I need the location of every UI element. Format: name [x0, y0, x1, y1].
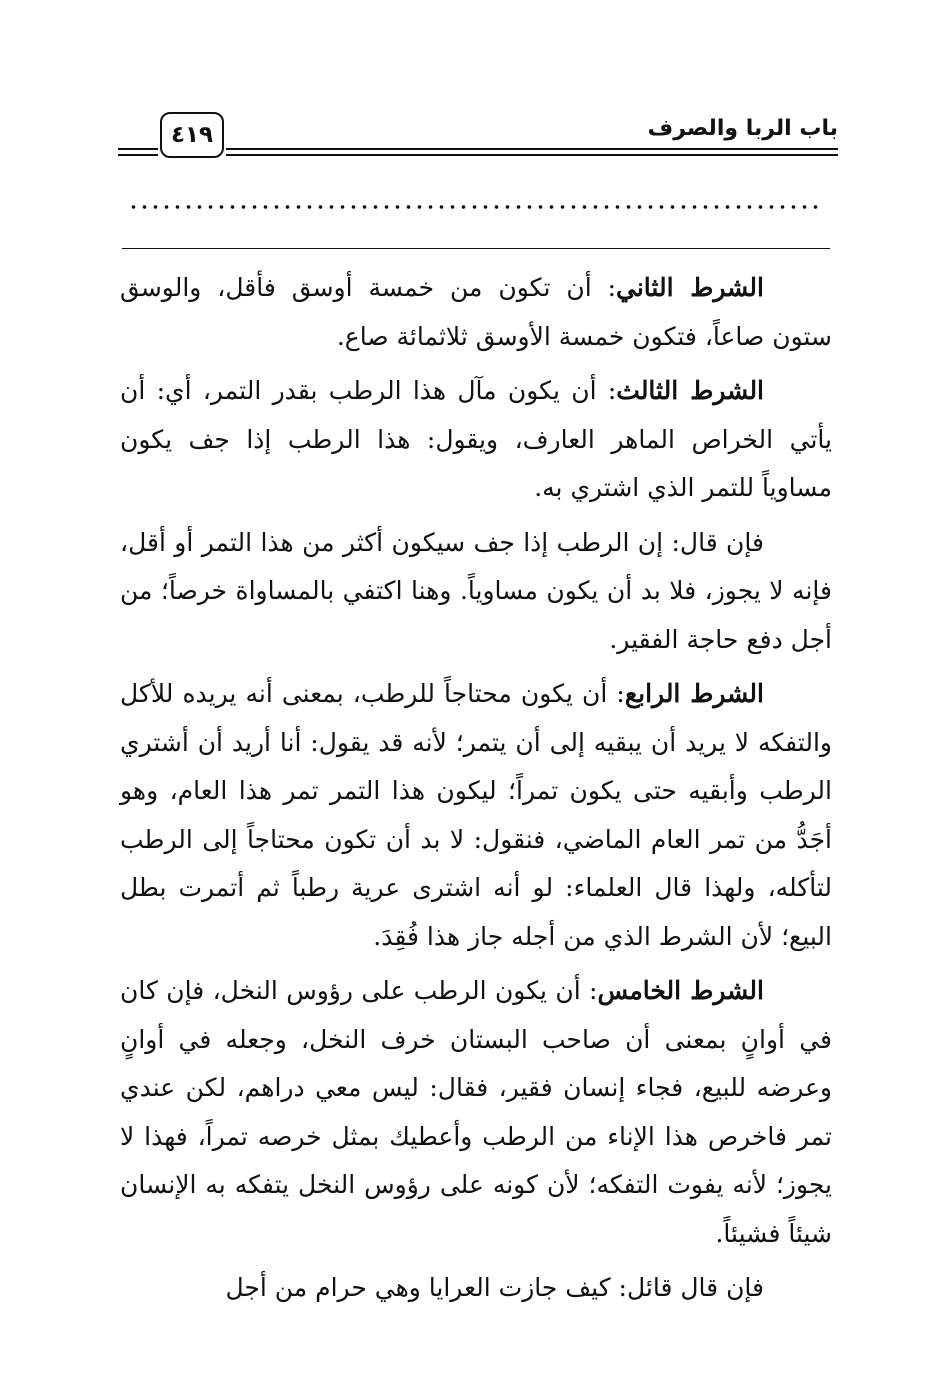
paragraph-condition-2 [120, 264, 832, 361]
page-header [118, 112, 838, 172]
paragraph-text: فإن قال قائل: كيف جازت العرايا وهي حرام من أجل [225, 1273, 764, 1302]
paragraph-objection [120, 519, 832, 665]
paragraph-term: الشرط الثالث [616, 376, 765, 405]
paragraph-condition-4 [120, 670, 832, 961]
paragraph-text: : أن يكون مآل هذا الرطب بقدر التمر، أي: أن يأتي الخراص الماهر العارف، ويقول: هذا الرطب إذا جف يكون مساوياً للتمر الذي اشتري به. [120, 376, 832, 502]
paragraph-term: الشرط الثاني [616, 273, 764, 302]
dotted-divider [128, 202, 818, 218]
paragraph-text: فإن قال: إن الرطب إذا جف سيكون أكثر من هذا التمر أو أقل، فإنه لا يجوز، فلا بد أن يكون مساوياً. وهنا اكتفي بالمساواة خرصاً؛ من أجل دفع حاجة الفقير. [120, 527, 832, 654]
chapter-title: باب الربا والصرف [647, 116, 838, 141]
paragraph-question [120, 1264, 832, 1313]
page-body [120, 264, 832, 1319]
header-rule-right-2 [226, 154, 838, 156]
paragraph-condition-3 [120, 367, 832, 513]
header-rule-left [118, 148, 158, 150]
header-rule-right [226, 148, 838, 150]
paragraph-term: الشرط الرابع [624, 679, 764, 708]
page-number: ٤١٩ [160, 112, 224, 158]
paragraph-condition-5 [120, 967, 832, 1258]
footnote-separator [122, 248, 830, 249]
paragraph-text: : أن يكون الرطب على رؤوس النخل، فإن كان في أوانٍ بمعنى أن صاحب البستان خرف النخل، وجعله في أوانٍ وعرضه للبيع، فجاء إنسان فقير، فقال: ليس معي دراهم، لكن عندي تمر فاخرص هذا الإناء من الرطب وأعطيك بمثل خرصه تمراً، فهذا لا يجوز؛ لأنه يفوت التفكه؛ لأن كونه على رؤوس النخل يتفكه به الإنسان شيئاً فشيئاً. [120, 976, 832, 1248]
header-rule-left-2 [118, 154, 158, 156]
paragraph-term: الشرط الخامس [597, 976, 764, 1005]
paragraph-text: : أن تكون من خمسة أوسق فأقل، والوسق ستون صاعاً، فتكون خمسة الأوسق ثلاثمائة صاع. [120, 273, 832, 351]
paragraph-text: : أن يكون محتاجاً للرطب، بمعنى أنه يريده للأكل والتفكه لا يريد أن يبقيه إلى أن يتمر؛ لأنه قد يقول: أنا أريد أن أشتري الرطب وأبقيه حتى يكون تمراً؛ ليكون هذا التمر تمر هذا العام، وهو أجَدُّ من تمر العام الماضي، فنقول: لا بد أن تكون محتاجاً إلى الرطب لتأكله، ولهذا قال العلماء: لو أنه اشترى عرية رطباً ثم أتمرت بطل البيع؛ لأن الشرط الذي من أجله جاز هذا فُقِدَ. [120, 679, 832, 951]
